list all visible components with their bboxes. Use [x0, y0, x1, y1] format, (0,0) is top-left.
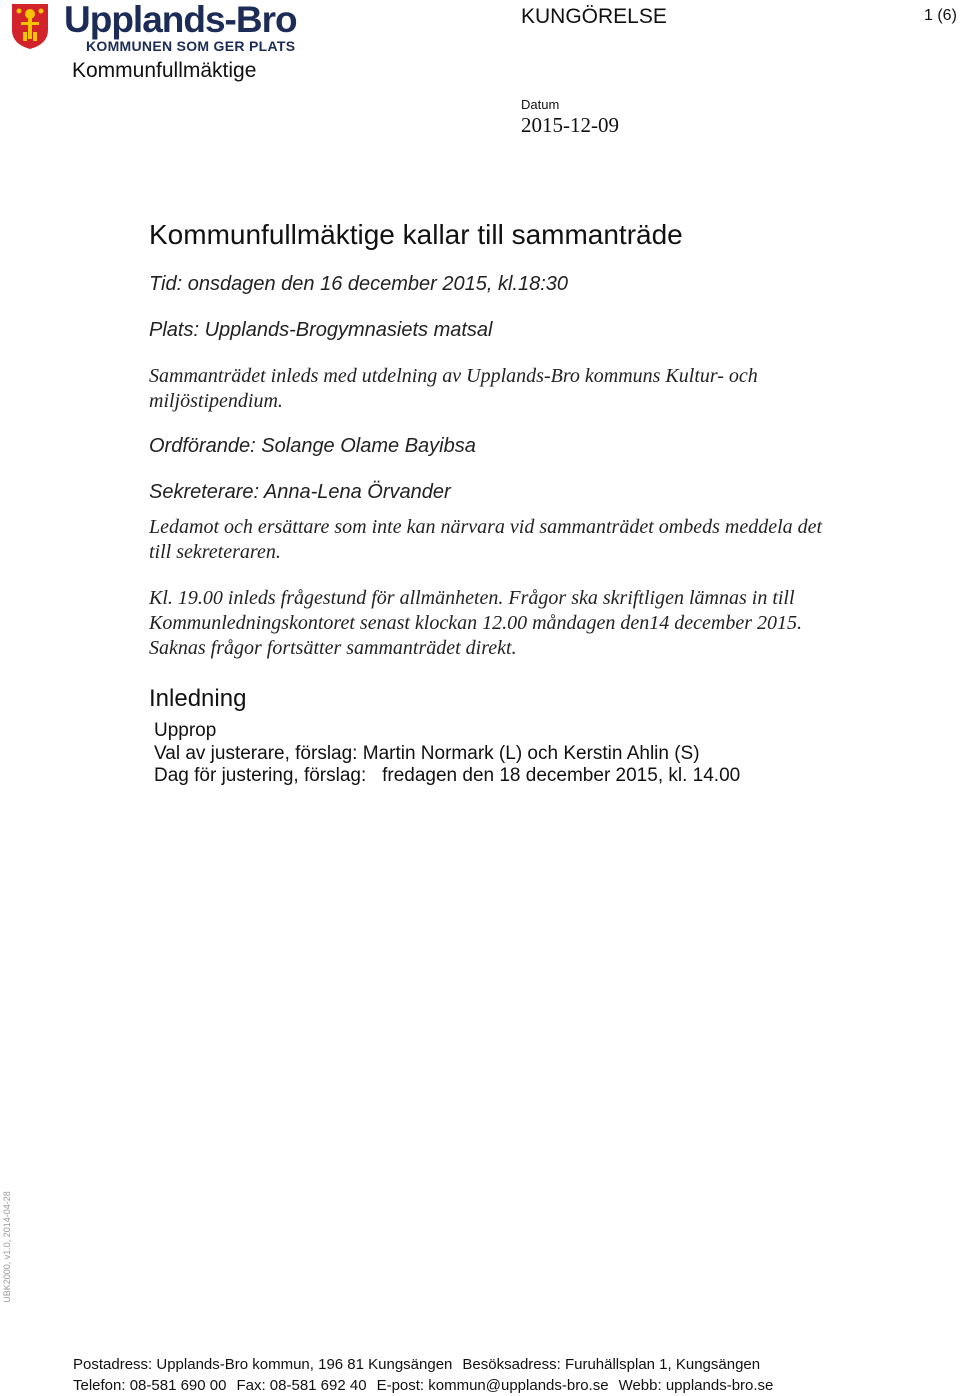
page-number: 1 (6) [924, 7, 957, 24]
public-questions-note: Kl. 19.00 inleds frågestund för allmänheten. Frågor ska skriftligen lämnas in till Kommunledningskontoret senast klockan 12.00 måndagen den14 december 2015. Saknas frågor fortsätter sammanträdet direkt. [149, 587, 803, 659]
absence-note: Ledamot och ersättare som inte kan närvara vid sammanträdet ombeds meddela det till sekreteraren. [149, 516, 823, 563]
municipality-logo-emblem [10, 2, 50, 50]
footer-web: Webb: upplands-bro.se [618, 1377, 774, 1394]
agenda-item: Dag för justering, förslag: fredagen den 18 december 2015, kl. 14.00 [154, 765, 741, 786]
meeting-place: Plats: Upplands-Brogymnasiets matsal [149, 319, 493, 341]
meeting-time: Tid: onsdagen den 16 december 2015, kl.18:30 [149, 273, 569, 295]
organization-name: Kommunfullmäktige [72, 59, 257, 82]
agenda-list [154, 720, 740, 788]
date-label: Datum [521, 97, 560, 112]
agenda-heading: Inledning [149, 685, 247, 712]
brand-name: Upplands-Bro [64, 0, 297, 40]
agenda-item: Upprop [154, 720, 217, 741]
document-type: KUNGÖRELSE [521, 5, 667, 28]
version-stamp [0, 1190, 14, 1304]
footer [73, 1354, 783, 1396]
footer-postal-address: Postadress: Upplands-Bro kommun, 196 81 Kungsängen [73, 1356, 453, 1373]
footer-email: E-post: kommun@upplands-bro.se [376, 1377, 609, 1394]
footer-fax: Fax: 08-581 692 40 [236, 1377, 367, 1394]
footer-phone: Telefon: 08-581 690 00 [73, 1377, 227, 1394]
footer-line-1 [73, 1354, 783, 1375]
agenda-item: Val av justerare, förslag: Martin Normark (L) och Kerstin Ahlin (S) [154, 742, 700, 764]
version-stamp-text: UBK2000, v1.0, 2014-04-28 [2, 1191, 12, 1303]
chairperson: Ordförande: Solange Olame Bayibsa [149, 435, 476, 457]
date-value: 2015-12-09 [521, 113, 619, 137]
secretary: Sekreterare: Anna-Lena Örvander [149, 481, 451, 503]
brand-tagline: KOMMUNEN SOM GER PLATS [86, 38, 296, 54]
intro-paragraph: Sammanträdet inleds med utdelning av Upplands-Bro kommuns Kultur- och miljöstipendium. [149, 365, 758, 412]
document-title: Kommunfullmäktige kallar till sammanträde [149, 219, 683, 250]
footer-line-2 [73, 1375, 783, 1396]
footer-visit-address: Besöksadress: Furuhällsplan 1, Kungsängen [462, 1356, 761, 1373]
